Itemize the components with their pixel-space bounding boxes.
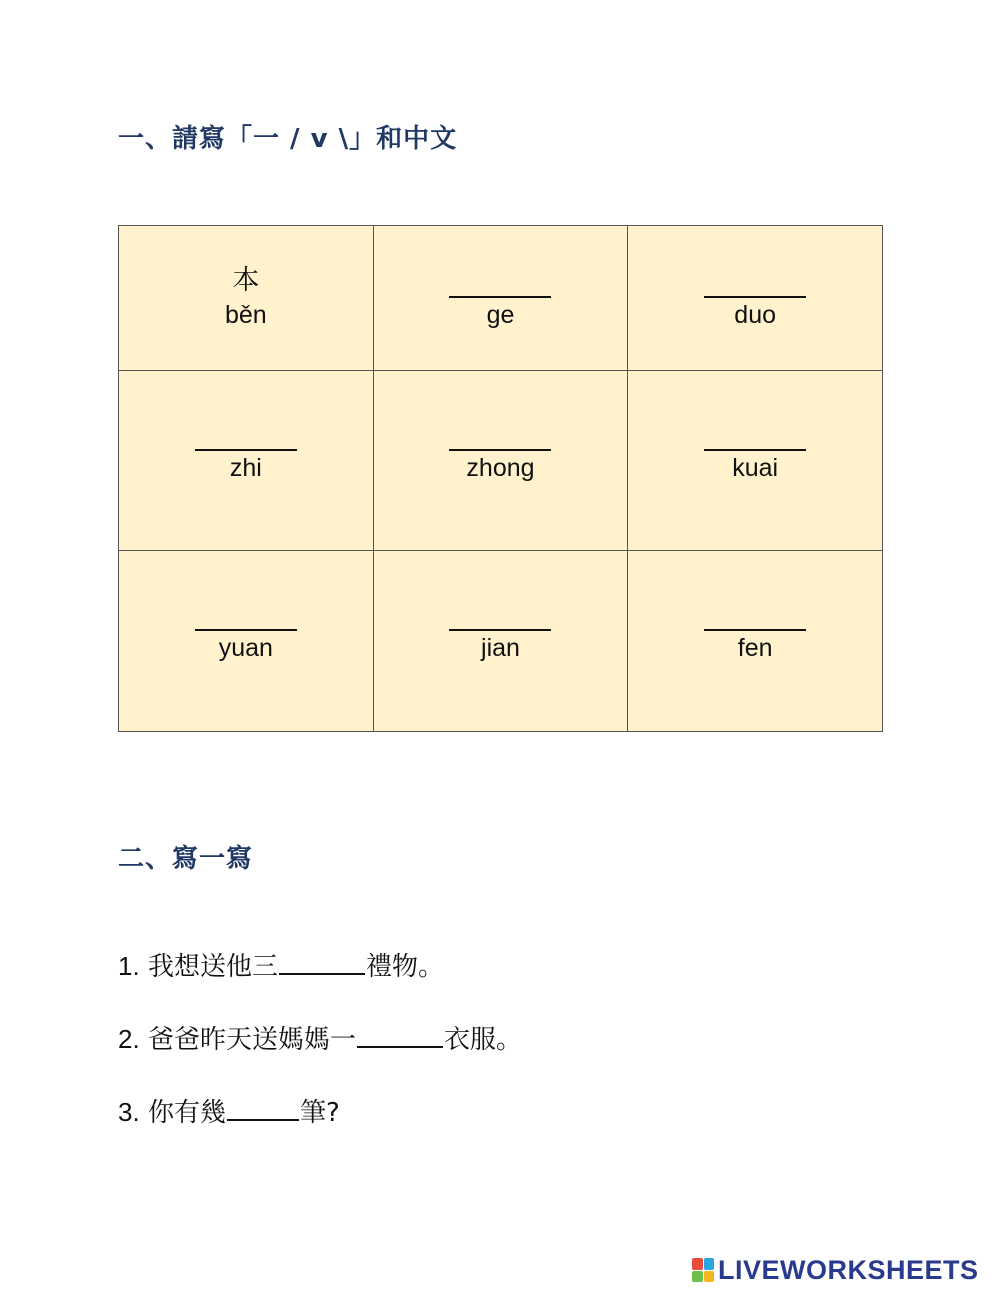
hanzi-answer-blank[interactable] [704, 417, 806, 451]
logo-square [704, 1271, 715, 1283]
grid-cell [119, 371, 374, 551]
logo-square [704, 1258, 715, 1270]
question-text-before: 你有幾 [147, 1098, 226, 1128]
pinyin-text: duo [734, 301, 777, 329]
question-text-after: 衣服。 [443, 1025, 522, 1055]
question-3 [118, 1092, 340, 1129]
section-1-heading: 一、請寫「一 / v \」和中文 [118, 124, 458, 154]
grid-cell [119, 226, 374, 371]
grid-cell [628, 371, 883, 551]
question-text-before: 我想送他三 [147, 952, 278, 982]
question-text-after: 筆? [299, 1098, 340, 1128]
measure-word-blank[interactable] [357, 1020, 443, 1048]
question-number: 3. [118, 1097, 140, 1127]
question-text-before: 爸爸昨天送媽媽一 [147, 1025, 356, 1055]
question-1 [118, 946, 444, 983]
grid-cell [628, 551, 883, 732]
hanzi-answer-blank[interactable] [449, 264, 551, 298]
section-2-heading: 二、寫一寫 [118, 844, 254, 874]
liveworksheets-logo-text: LIVEWORKSHEETS [718, 1254, 979, 1285]
hanzi-text: 本 [232, 265, 260, 296]
measure-word-blank[interactable] [227, 1093, 299, 1121]
measure-word-blank[interactable] [279, 947, 365, 975]
question-number: 1. [118, 951, 140, 981]
grid-cell [628, 226, 883, 371]
pinyin-text: kuai [732, 454, 779, 482]
logo-square [692, 1258, 703, 1270]
pinyin-text: zhong [466, 454, 535, 482]
grid-cell [373, 371, 628, 551]
hanzi-answer-blank[interactable] [449, 417, 551, 451]
hanzi-answer-blank[interactable] [195, 597, 297, 631]
pinyin-text: běn [224, 301, 267, 329]
pinyin-grid [118, 225, 883, 732]
grid-cell [373, 551, 628, 732]
logo-square [692, 1271, 703, 1283]
pinyin-text: jian [481, 634, 520, 662]
liveworksheets-logo-icon [692, 1258, 714, 1282]
hanzi-answer-blank[interactable] [449, 597, 551, 631]
pinyin-text: ge [486, 301, 515, 329]
grid-cell [119, 551, 374, 732]
question-number: 2. [118, 1024, 140, 1054]
hanzi-answer-blank[interactable] [704, 264, 806, 298]
pinyin-text: yuan [218, 634, 273, 662]
pinyin-text: fen [737, 634, 773, 662]
pinyin-text: zhi [229, 454, 262, 482]
hanzi-answer-blank[interactable] [195, 417, 297, 451]
grid-cell [373, 226, 628, 371]
question-text-after: 禮物。 [365, 952, 444, 982]
question-2 [118, 1019, 522, 1056]
hanzi-answer-blank[interactable] [704, 597, 806, 631]
liveworksheets-logo [692, 1255, 979, 1285]
